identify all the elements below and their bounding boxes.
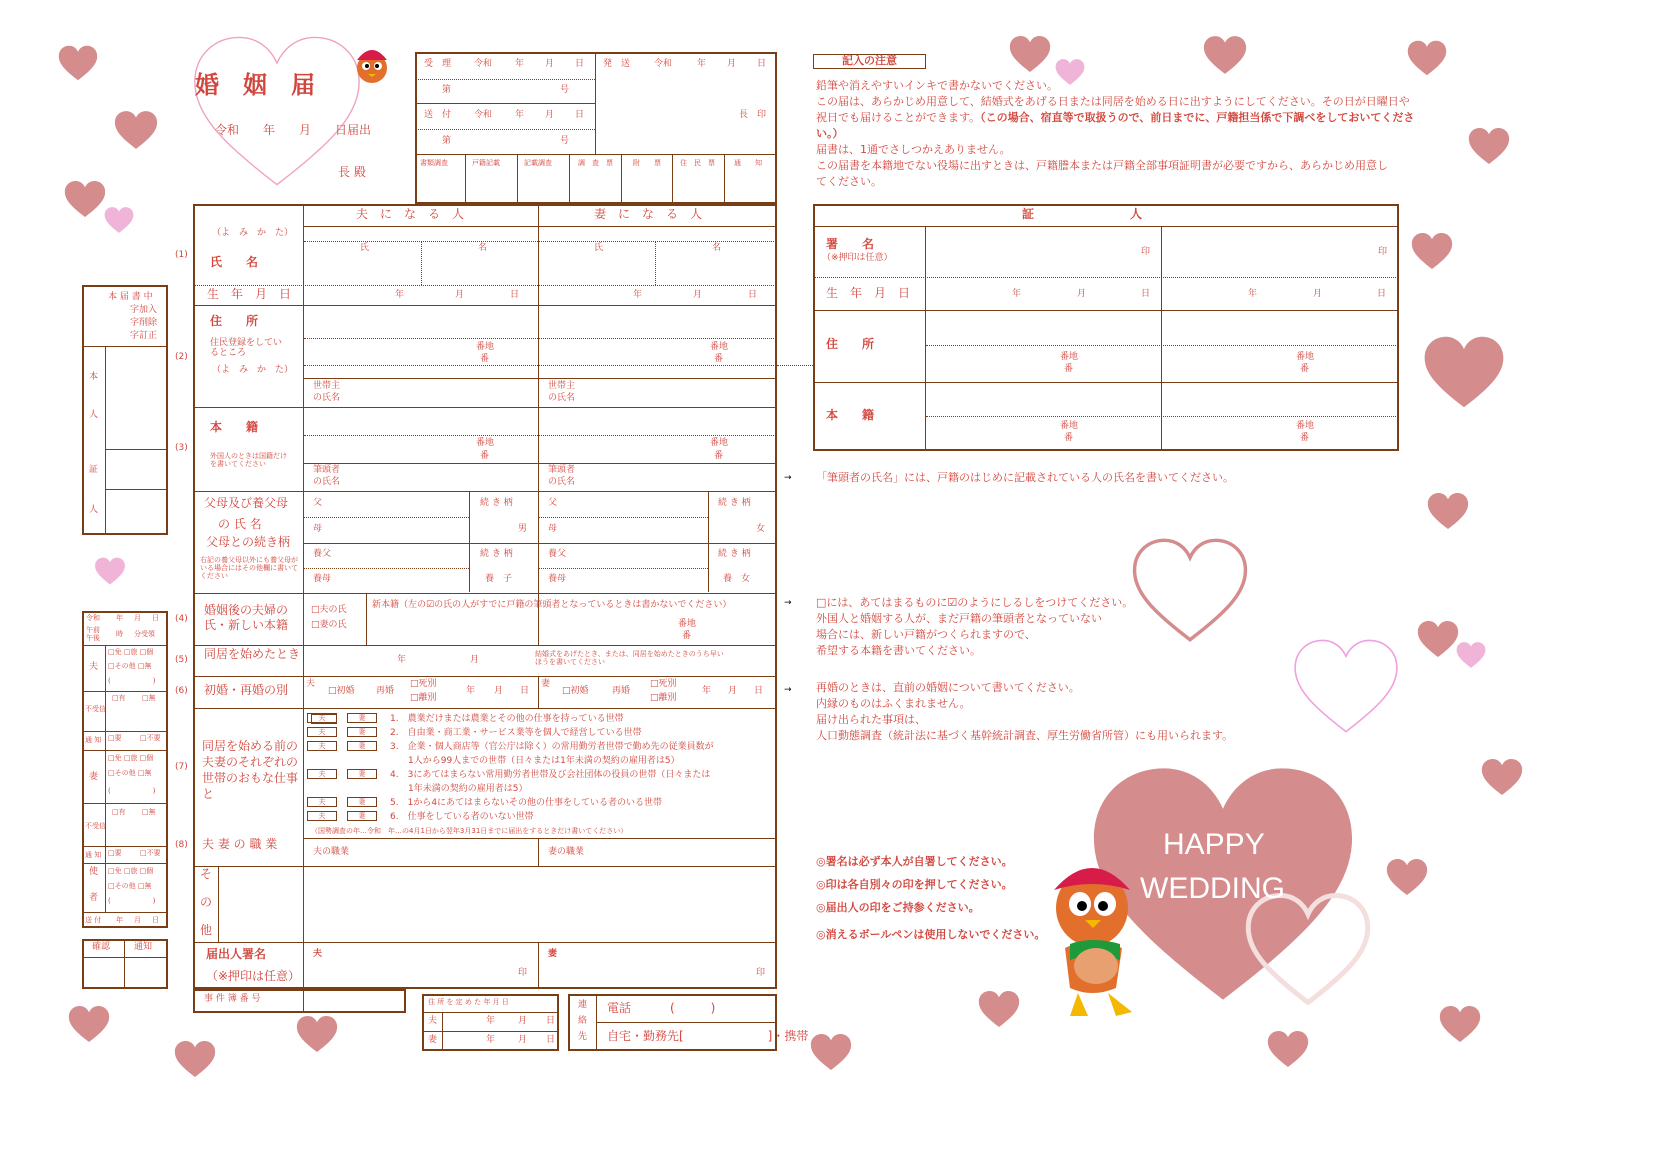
- form-label: 日: [757, 59, 767, 69]
- form-label: 住 民 票: [680, 159, 715, 167]
- form-label: 送 付: [424, 110, 452, 120]
- form-label: ( ): [108, 897, 156, 905]
- form-label: 書類調査: [420, 159, 448, 167]
- heart-icon: [1411, 232, 1453, 270]
- form-label: そ: [200, 867, 213, 881]
- form-label: 字削除: [130, 318, 158, 328]
- form-label: の氏名: [548, 393, 576, 403]
- form-label: 番: [714, 354, 724, 364]
- form-label: 年: [486, 1035, 496, 1045]
- form-label: 月: [545, 110, 555, 120]
- form-label: 夫: [306, 679, 316, 689]
- note-checkbox: □には、あてはまるものに☑のようにしるしをつけてください。 外国人と婚姻する人が、まだ戸籍の筆頭者となっていない 場合には、新しい戸籍がつくられますので、 希望する本籍を書いてください。: [816, 596, 1134, 657]
- form-label: 通 知: [85, 851, 102, 859]
- form-label: 番: [1064, 364, 1074, 374]
- form-label: 氏: [594, 243, 604, 253]
- form-label: 絡: [578, 1016, 588, 1026]
- form-label: 本: [89, 372, 99, 382]
- form-label: 年: [1012, 289, 1022, 299]
- form-label: 不受信: [85, 705, 106, 713]
- chief-label: 長 殿: [338, 165, 366, 179]
- form-label: 令和: [474, 110, 493, 120]
- form-label: 番: [1300, 433, 1310, 443]
- form-label: ( ): [670, 1001, 716, 1015]
- form-label: 他: [200, 923, 213, 937]
- form-label: 月: [134, 614, 141, 622]
- form-label: 月: [728, 686, 738, 696]
- form-label: 養 子: [485, 574, 513, 584]
- form-label: 番: [714, 451, 724, 461]
- note-statistics: 届け出られた事項は、 人口動態調査（統計法に基づく基幹統計調査、厚生労働省所管）にも用いられます。: [816, 713, 1234, 742]
- bottom-reminders: ◎署名は必ず本人が自署してください。 ◎印は各自別々の印を押してください。 ◎届出人の印をご持参ください。 ◎消えるボールペンは使用しないでください。: [816, 855, 1046, 941]
- instructions-text: 鉛筆や消えやすいインキで書かないでください。 この届は、あらかじめ用意して、結婚式をあげる日または同居を始める日に出すようにしてください。その日が日曜日や 祝日でも届けることができます。（この場合、宿直等で取扱うので、前日までに、戸籍担当係で下調べをしておいてくださ い。） 届書は、1通でさしつかえありません。 この届書を本籍地でない役場に出すときは、戸籍謄本または戸籍全部事項証明書が必要ですから、あらかじめ用意し てください。: [816, 79, 1415, 188]
- form-label: 新本籍（左の☑の氏の人がすでに戸籍の筆頭者となっているときは書かないでください）: [372, 600, 732, 610]
- form-label: 届出人署名: [206, 947, 267, 961]
- heart-icon: [1407, 40, 1447, 76]
- form-label: □要: [108, 734, 122, 742]
- form-label: 印: [1378, 247, 1388, 257]
- form-label: 日: [546, 1016, 556, 1026]
- form-label: 年: [633, 290, 643, 300]
- mascot-bird-icon: [1040, 848, 1150, 1023]
- form-label: 続 き 柄: [718, 549, 751, 559]
- form-label: □無: [142, 694, 156, 702]
- form-label: 分受領: [134, 630, 155, 638]
- form-label: □免 □旅 □個: [108, 867, 154, 875]
- form-label: 父: [313, 498, 323, 508]
- form-label: 番地: [1296, 352, 1315, 362]
- form-label: 養父: [548, 549, 567, 559]
- form-label: □離別: [410, 693, 437, 703]
- form-label: 午前: [86, 626, 100, 634]
- form-label: 世帯主: [313, 381, 341, 391]
- form-label: 日: [152, 916, 159, 924]
- form-label: 父母との続き柄: [206, 535, 291, 549]
- form-label: 日: [754, 686, 764, 696]
- office-use-box: [415, 52, 777, 204]
- form-label: （国勢調査の年…令和 年…の4月1日から翌年3月31日までに届出をするときだけ書いてください）: [311, 827, 628, 835]
- notes-title: 記入の注意: [813, 54, 926, 69]
- form-label: （※押印は任意）: [822, 253, 893, 263]
- form-label: 長 印: [739, 110, 767, 120]
- form-label: の氏名: [548, 477, 576, 487]
- form-label: (3): [175, 443, 188, 453]
- husband-header: 夫 に な る 人: [356, 207, 465, 221]
- opt-wife-surname[interactable]: □妻の氏: [311, 620, 347, 630]
- heart-icon: [978, 990, 1020, 1028]
- form-label: 番地: [1060, 352, 1079, 362]
- form-label: □無: [142, 808, 156, 816]
- form-label: 番地: [476, 438, 495, 448]
- form-label: 自宅・勤務先[ ]・携帯: [607, 1029, 809, 1043]
- form-label: □有: [112, 694, 126, 702]
- form-label: □初婚: [328, 686, 355, 696]
- form-label: 再婚: [376, 686, 395, 696]
- form-label: 署 名: [826, 237, 875, 251]
- note-remarriage: 再婚のときは、直前の婚姻について書いてください。 内縁のものはふくまれません。: [816, 681, 1080, 710]
- form-label: □離別: [650, 693, 677, 703]
- form-label: 月: [455, 290, 465, 300]
- form-label: 不受信: [85, 822, 106, 830]
- form-label: 号: [560, 136, 570, 146]
- form-label: 字訂正: [130, 331, 158, 341]
- form-label: □死別: [410, 679, 437, 689]
- form-label: 人: [89, 410, 99, 420]
- form-label: →: [784, 473, 792, 483]
- form-label: □その他 □無: [108, 882, 152, 890]
- form-label: 氏: [360, 243, 370, 253]
- form-label: 日: [575, 110, 585, 120]
- form-label: 本 籍: [210, 420, 259, 434]
- heart-icon: [1203, 35, 1247, 75]
- heart-icon: [1386, 858, 1428, 896]
- form-label: 受 理: [424, 59, 452, 69]
- form-label: の 氏 名: [218, 517, 262, 531]
- form-label: 同居を始める前の夫妻のそれぞれの世帯のおもな仕事と: [202, 739, 299, 801]
- form-label: □その他 □無: [108, 769, 152, 777]
- form-label: 婚姻後の夫婦の氏・新しい本籍: [204, 603, 289, 632]
- form-label: 年: [515, 110, 525, 120]
- form-label: 記載調査: [524, 159, 552, 167]
- form-label: 年: [116, 916, 123, 924]
- form-label: 続 き 柄: [480, 498, 513, 508]
- form-label: 年: [702, 686, 712, 696]
- form-label: 月: [518, 1016, 528, 1026]
- form-label: 年: [466, 686, 476, 696]
- heart-outline-icon: [1130, 538, 1250, 642]
- form-title: 婚 姻 届: [195, 71, 315, 99]
- form-label: 妻: [89, 772, 99, 782]
- form-label: 月: [1077, 289, 1087, 299]
- form-label: 住 所 を 定 め た 年 月 日: [428, 998, 509, 1006]
- form-label: の: [200, 895, 213, 909]
- form-label: 月: [470, 655, 480, 665]
- form-label: 月: [518, 1035, 528, 1045]
- form-label: 養 女: [723, 574, 751, 584]
- heart-icon: [1267, 1030, 1309, 1068]
- form-label: 日: [520, 686, 530, 696]
- form-label: 夫 妻 の 職 業: [202, 837, 278, 851]
- form-label: 日: [1141, 289, 1151, 299]
- heart-icon: [1009, 35, 1051, 73]
- mascot-icon: [352, 42, 392, 86]
- form-label: 月: [693, 290, 703, 300]
- form-label: 夫: [89, 662, 99, 672]
- form-label: 外国人のときは国籍だけを書いてください: [210, 452, 287, 469]
- heart-icon: [58, 45, 98, 81]
- form-label: 氏 名: [210, 255, 259, 269]
- heart-icon: [1427, 492, 1469, 530]
- form-label: 住 所: [210, 314, 259, 328]
- form-label: 番: [1064, 433, 1074, 443]
- form-label: 母: [313, 524, 323, 534]
- form-label: 年: [697, 59, 707, 69]
- form-label: 筆頭者: [313, 465, 341, 475]
- form-label: 月: [545, 59, 555, 69]
- form-label: 年: [515, 59, 525, 69]
- form-label: 父母及び養父母: [204, 496, 289, 510]
- heart-icon: [1456, 641, 1486, 669]
- form-label: の氏名: [313, 477, 341, 487]
- form-label: □要: [108, 849, 122, 857]
- form-label: □有: [112, 808, 126, 816]
- heart-icon: [296, 1015, 338, 1053]
- heart-icon: [1481, 758, 1523, 796]
- form-label: 第: [442, 85, 452, 95]
- form-label: 印: [1141, 247, 1151, 257]
- form-label: 附 票: [633, 159, 661, 167]
- form-label: ( ): [108, 787, 156, 795]
- form-label: 印: [518, 968, 528, 978]
- wife-header: 妻 に な る 人: [594, 207, 703, 221]
- heart-outline-icon: [1244, 893, 1372, 1005]
- form-label: 名: [712, 243, 722, 253]
- form-label: 再婚: [612, 686, 631, 696]
- form-label: 月: [727, 59, 737, 69]
- form-label: 調 査 票: [578, 159, 613, 167]
- form-label: 日: [748, 290, 758, 300]
- form-label: 住民登録をしているところ: [210, 338, 283, 359]
- form-label: 番地: [1060, 421, 1079, 431]
- form-label: □不要: [140, 734, 161, 742]
- form-label: 同居を始めたとき: [204, 647, 301, 661]
- form-label: 先: [578, 1032, 588, 1042]
- form-label: □免 □旅 □個: [108, 754, 154, 762]
- form-label: 日: [575, 59, 585, 69]
- form-label: 養母: [313, 574, 332, 584]
- form-label: 戸籍記載: [472, 159, 500, 167]
- form-label: 番地: [678, 619, 697, 629]
- form-label: 人: [89, 505, 99, 515]
- form-label: 確認: [92, 942, 111, 952]
- happy-text: HAPPY: [1163, 828, 1265, 861]
- form-label: 令和: [86, 614, 100, 622]
- form-label: 第: [442, 136, 452, 146]
- form-label: 年: [116, 614, 123, 622]
- form-label: 筆頭者: [548, 465, 576, 475]
- form-label: 夫: [313, 949, 323, 959]
- heart-icon: [174, 1040, 216, 1078]
- form-label: 続 き 柄: [718, 498, 751, 508]
- heart-icon: [1468, 127, 1510, 165]
- heart-icon: [114, 110, 158, 150]
- form-label: 日: [152, 614, 159, 622]
- form-label: 日: [1377, 289, 1387, 299]
- heart-icon: [810, 1033, 852, 1071]
- form-label: 本 籍: [826, 408, 875, 422]
- heart-icon: [94, 557, 126, 585]
- form-label: 女: [756, 524, 766, 534]
- job-checkbox-grid[interactable]: 夫 妻 夫 妻 夫 妻 夫 妻 夫 妻 夫 妻: [307, 712, 382, 822]
- form-label: 妻: [548, 949, 558, 959]
- form-label: 番: [480, 451, 490, 461]
- form-label: 令和: [474, 59, 493, 69]
- heart-outline-icon: [1293, 638, 1399, 734]
- form-label: 妻: [541, 679, 551, 689]
- form-label: （よ み か た）: [212, 365, 294, 375]
- form-label: 名: [478, 243, 488, 253]
- form-label: 通 知: [734, 159, 762, 167]
- form-label: □不要: [140, 849, 161, 857]
- form-label: 母: [548, 524, 558, 534]
- form-label: 印: [756, 968, 766, 978]
- form-label: 番地: [476, 342, 495, 352]
- job-category-list: 1. 農業だけまたは農業とその他の仕事を持っている世帯 2. 自由業・商工業・サービス業等を個人で経営している世帯 3. 企業・個人商店等（官公庁は除く）の常用勤労者世帯で勤め先の従業員数が 1人から99人までの世帯（日々または1年未満の契約の雇用者は5） 4. 3にあてはまらない常用勤労者世帯及び会社団体の役員の世帯（日々または 1年未満の契約の雇用者は5） 5. 1から4にあてはまらないその他の仕事をしている者のいる世帯 6. 仕事をしている者のいない世帯: [390, 714, 714, 822]
- witness-box: [813, 204, 1399, 451]
- form-label: 字加入: [130, 305, 158, 315]
- heart-icon: [64, 180, 106, 218]
- form-label: 本 届 書 中: [108, 292, 153, 302]
- form-label: 生 年 月 日: [826, 286, 911, 300]
- form-label: 令和: [654, 59, 673, 69]
- form-label: 番地: [1296, 421, 1315, 431]
- form-label: 妻: [428, 1035, 438, 1045]
- form-label: 番: [1300, 364, 1310, 374]
- form-label: (7): [175, 762, 188, 772]
- note-hitto: 「筆頭者の氏名」には、戸籍のはじめに記載されている人の氏名を書いてください。: [816, 471, 1234, 484]
- form-label: (5): [175, 655, 188, 665]
- form-label: 事 件 簿 番 号: [204, 994, 261, 1004]
- form-label: (2): [175, 352, 188, 362]
- heart-icon: [1423, 335, 1505, 409]
- form-label: (1): [175, 250, 188, 260]
- heart-icon: [1439, 1005, 1481, 1043]
- form-label: 年: [395, 290, 405, 300]
- form-label: □その他 □無: [108, 662, 152, 670]
- form-label: 父: [548, 498, 558, 508]
- form-label: 月: [134, 916, 141, 924]
- form-label: 使: [89, 867, 99, 877]
- form-label: 証: [89, 465, 99, 475]
- form-label: （※押印は任意）: [206, 969, 301, 983]
- form-label: 月: [494, 686, 504, 696]
- form-label: 養母: [548, 574, 567, 584]
- form-label: 時: [116, 630, 123, 638]
- submit-date-line: 令和 年 月 日届出: [215, 123, 372, 137]
- form-label: 発 送: [603, 59, 631, 69]
- form-label: 生 年 月 日: [207, 287, 292, 301]
- form-label: 番: [682, 631, 692, 641]
- form-label: □初婚: [562, 686, 589, 696]
- form-label: 通知: [134, 942, 153, 952]
- form-label: ( ): [108, 677, 156, 685]
- form-label: 午後: [86, 634, 100, 642]
- form-label: 番地: [710, 438, 729, 448]
- form-label: 夫の職業: [313, 847, 350, 857]
- form-label: 結婚式をあげたとき、または、同居を始めたときのうち早いほうを書いてください: [535, 650, 724, 667]
- form-label: (8): [175, 840, 188, 850]
- form-label: (4): [175, 614, 188, 624]
- opt-husband-surname[interactable]: □夫の氏: [311, 605, 347, 615]
- form-label: 年: [486, 1016, 496, 1026]
- form-label: （よ み か た）: [212, 228, 294, 238]
- form-label: 通 知: [85, 736, 102, 744]
- form-label: 電話: [607, 1001, 632, 1015]
- form-label: 月: [1313, 289, 1323, 299]
- form-label: 夫: [428, 1016, 438, 1026]
- form-label: 番地: [710, 342, 729, 352]
- form-label: 日: [546, 1035, 556, 1045]
- heart-icon: [104, 206, 134, 234]
- form-label: 年: [397, 655, 407, 665]
- form-label: 続 き 柄: [480, 549, 513, 559]
- form-label: 証 人: [1022, 207, 1143, 221]
- form-label: 連: [578, 1000, 588, 1010]
- form-label: 右記の養父母以外にも養父母がいる場合にはその他欄に書いてください: [200, 556, 298, 581]
- form-label: 妻の職業: [548, 847, 585, 857]
- form-label: 初婚・再婚の別: [204, 683, 289, 697]
- form-label: 送 付: [85, 916, 102, 924]
- form-label: 番: [480, 354, 490, 364]
- form-label: 養父: [313, 549, 332, 559]
- form-label: 年: [1248, 289, 1258, 299]
- form-label: □免 □旅 □個: [108, 648, 154, 656]
- form-label: 日: [510, 290, 520, 300]
- form-label: の氏名: [313, 393, 341, 403]
- main-form: [193, 204, 777, 989]
- form-label: □死別: [650, 679, 677, 689]
- form-label: 号: [560, 85, 570, 95]
- form-label: →: [784, 598, 792, 608]
- heart-icon: [68, 1005, 110, 1043]
- form-label: 世帯主: [548, 381, 576, 391]
- form-label: 男: [518, 524, 528, 534]
- form-label: 住 所: [826, 337, 875, 351]
- form-label: (6): [175, 686, 188, 696]
- heart-icon: [1417, 620, 1459, 658]
- form-label: →: [784, 685, 792, 695]
- form-label: 者: [89, 893, 99, 903]
- wedding-text: WEDDING: [1140, 872, 1285, 905]
